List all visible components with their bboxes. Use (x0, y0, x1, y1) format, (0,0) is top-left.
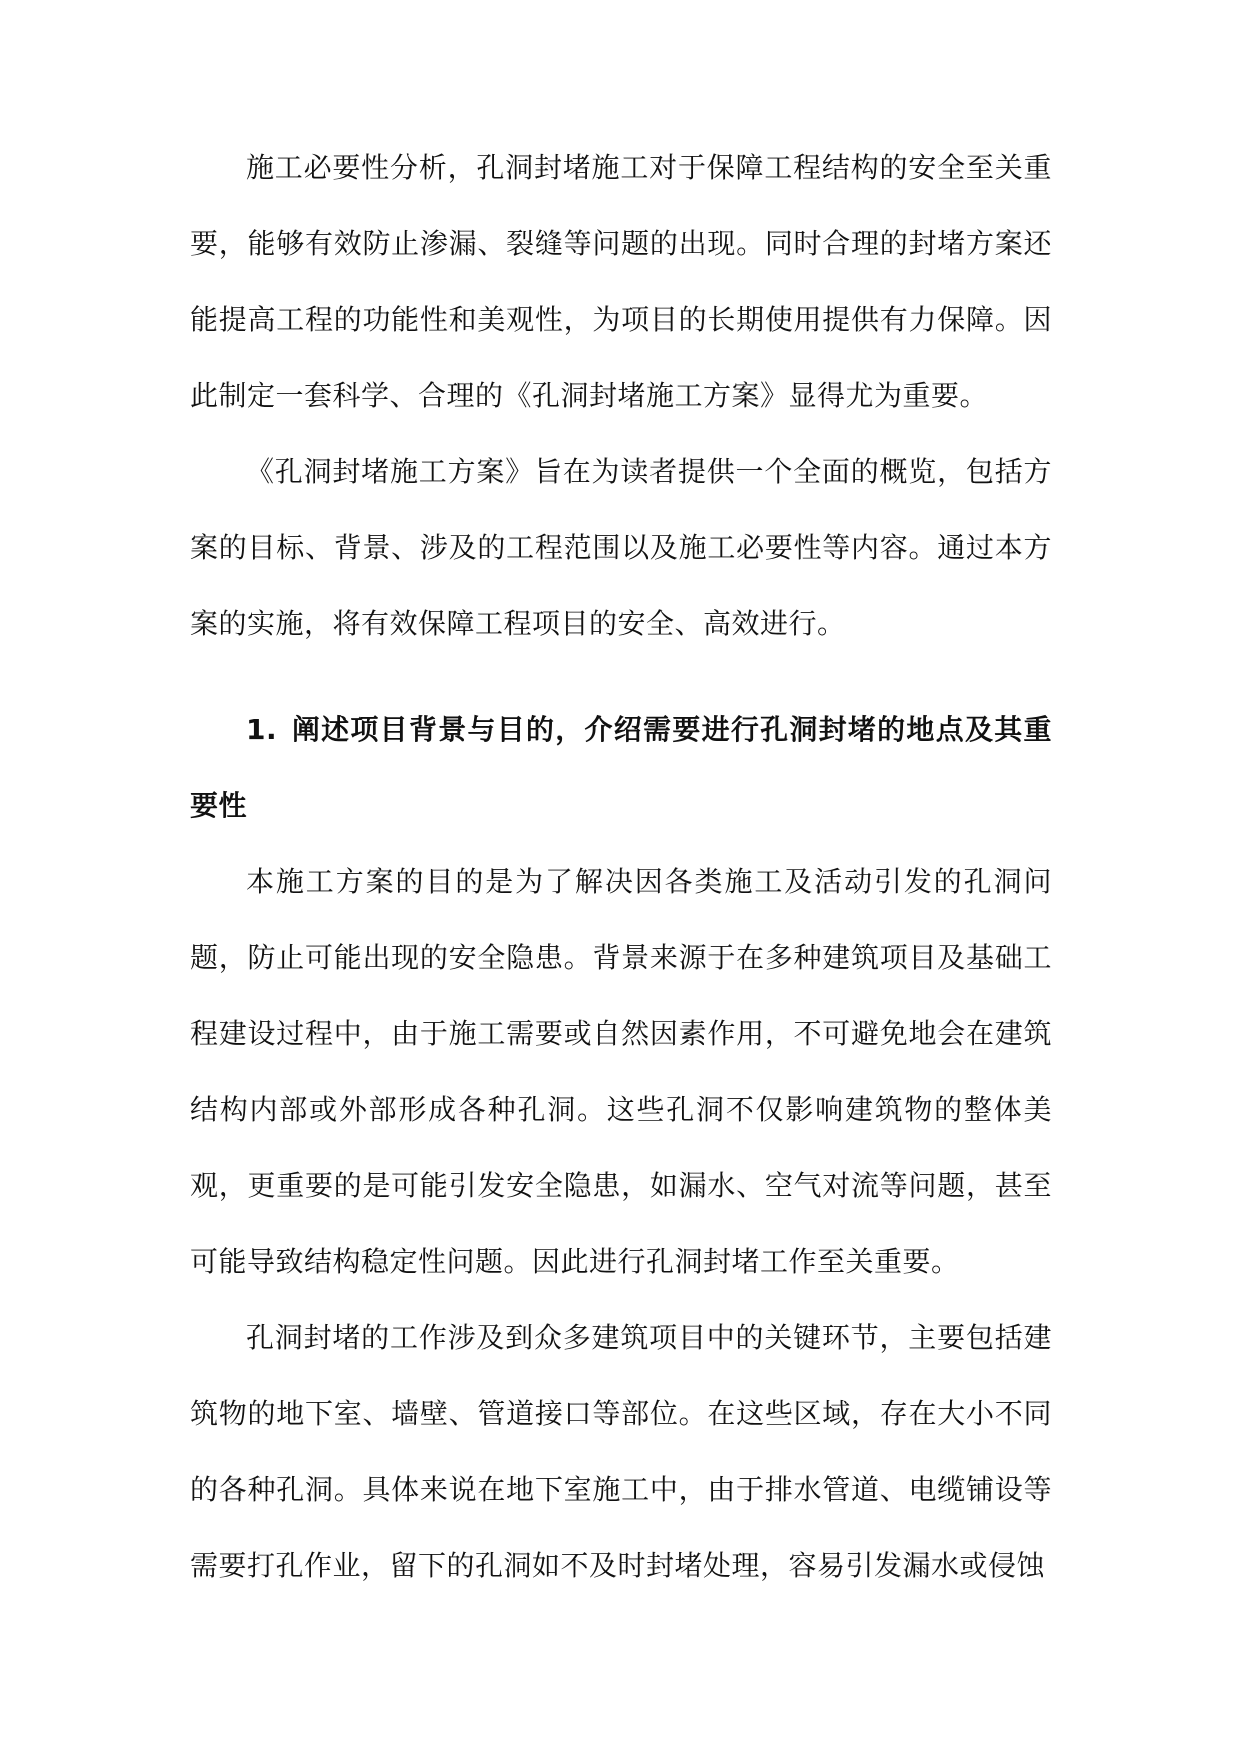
intro-paragraph-1: 施工必要性分析，孔洞封堵施工对于保障工程结构的安全至关重要，能够有效防止渗漏、裂缝等问题的出现。同时合理的封堵方案还能提高工程的功能性和美观性，为项目的长期使用提供有力保障。因此制定一套科学、合理的《孔洞封堵施工方案》显得尤为重要。 (190, 151, 1052, 412)
section-number: 1. (246, 713, 278, 746)
section-paragraph-2: 孔洞封堵的工作涉及到众多建筑项目中的关键环节，主要包括建筑物的地下室、墙壁、管道接口等部位。在这些区域，存在大小不同的各种孔洞。具体来说在地下室施工中，由于排水管道、电缆铺设等需要打孔作业，留下的孔洞如不及时封堵处理，容易引发漏水或侵蚀 (190, 1321, 1052, 1582)
document-page (190, 130, 1052, 1604)
section-paragraph-1: 本施工方案的目的是为了解决因各类施工及活动引发的孔洞问题，防止可能出现的安全隐患。背景来源于在多种建筑项目及基础工程建设过程中，由于施工需要或自然因素作用，不可避免地会在建筑结构内部或外部形成各种孔洞。这些孔洞不仅影响建筑物的整体美观，更重要的是可能引发安全隐患，如漏水、空气对流等问题，甚至可能导致结构稳定性问题。因此进行孔洞封堵工作至关重要。 (190, 865, 1052, 1278)
section-heading (190, 692, 1052, 844)
intro-paragraph-2: 《孔洞封堵施工方案》旨在为读者提供一个全面的概览，包括方案的目标、背景、涉及的工程范围以及施工必要性等内容。通过本方案的实施，将有效保障工程项目的安全、高效进行。 (190, 455, 1052, 640)
section-title: 阐述项目背景与目的，介绍需要进行孔洞封堵的地点及其重要性 (190, 713, 1052, 822)
